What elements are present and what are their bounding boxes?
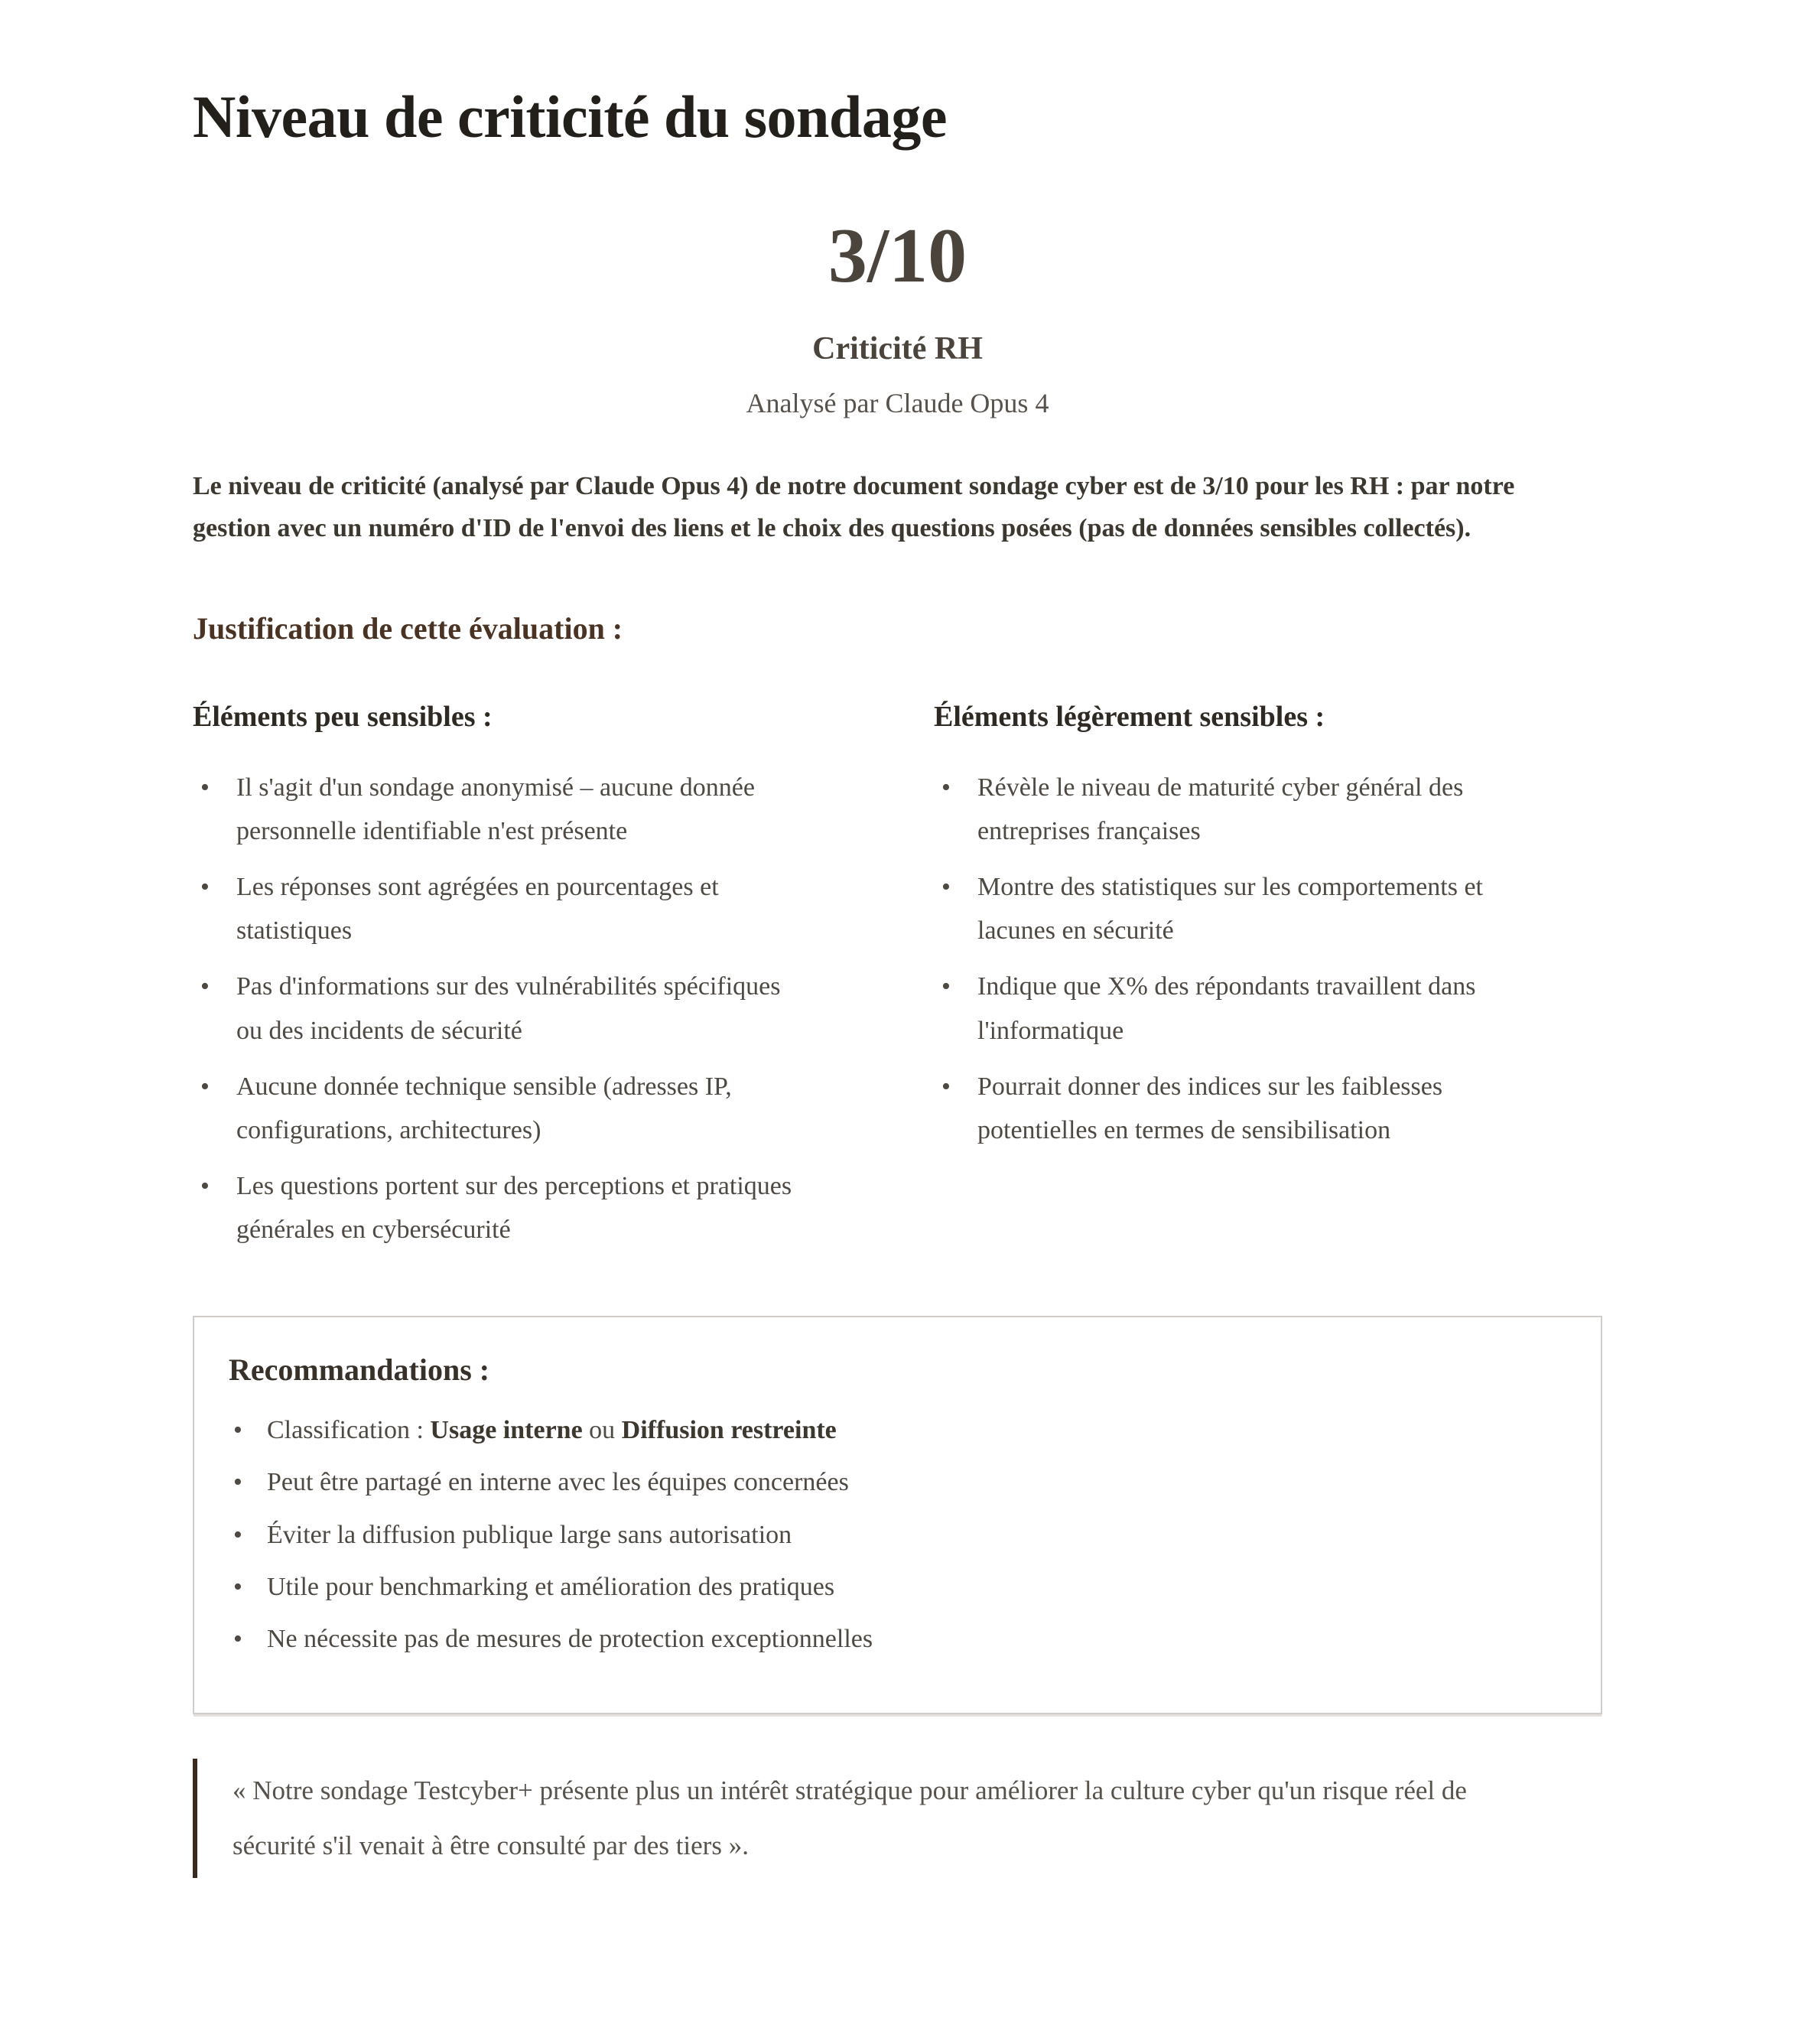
list-item: • Éviter la diffusion publique large sans autorisation — [229, 1518, 1566, 1552]
list-item: • Il s'agit d'un sondage anonymisé – aucune donnée personnelle identifiable n'est présente — [193, 766, 805, 853]
list-item: • Révèle le niveau de maturité cyber général des entreprises françaises — [934, 766, 1546, 853]
classification-separator: ou — [582, 1416, 622, 1445]
list-item: • Ne nécessite pas de mesures de protection exceptionnelles — [229, 1623, 1566, 1656]
column-low-sensitivity-list — [193, 766, 805, 1251]
classification-prefix: Classification : — [267, 1416, 431, 1445]
list-item: • Montre des statistiques sur les comportements et lacunes en sécurité — [934, 865, 1546, 952]
column-slight-sensitivity-heading: Éléments légèrement sensibles : — [934, 701, 1325, 734]
analyzed-by-caption: Analysé par Claude Opus 4 — [746, 387, 1049, 418]
list-item: • Aucune donnée technique sensible (adresses IP, configurations, architectures) — [193, 1065, 805, 1152]
list-item: • Les questions portent sur des perceptions et pratiques générales en cybersécurité — [193, 1164, 805, 1251]
column-low-sensitivity — [193, 700, 861, 1264]
list-item: • Les réponses sont agrégées en pourcentages et statistiques — [193, 865, 805, 952]
list-item-classification — [229, 1414, 1566, 1447]
column-slight-sensitivity — [934, 700, 1602, 1164]
classification-usage-interne: Usage interne — [430, 1416, 583, 1445]
column-low-sensitivity-heading: Éléments peu sensibles : — [193, 701, 493, 734]
score-value: 3/10 — [828, 212, 967, 299]
justification-heading: Justification de cette évaluation : — [193, 611, 623, 646]
list-item: • Pourrait donner des indices sur les faiblesses potentielles en termes de sensibilisation — [934, 1065, 1546, 1152]
classification-diffusion-restreinte: Diffusion restreinte — [621, 1416, 837, 1445]
page-title: Niveau de criticité du sondage — [193, 83, 947, 150]
list-item: • Pas d'informations sur des vulnérabilités spécifiques ou des incidents de sécurité — [193, 965, 805, 1052]
justification-columns — [193, 700, 1602, 1264]
list-item: • Peut être partagé en interne avec les équipes concernées — [229, 1466, 1566, 1499]
list-item: • Utile pour benchmarking et amélioration des pratiques — [229, 1570, 1566, 1604]
recommendations-list — [229, 1414, 1566, 1656]
recommendations-box — [193, 1316, 1602, 1714]
summary-paragraph: Le niveau de criticité (analysé par Claude Opus 4) de notre document sondage cyber est de 3/10 pour les RH : par notre gestion avec un numéro d'ID de l'envoi des liens et le choix des questions posées (pas de données sensibles collectés). — [193, 471, 1515, 542]
document-page — [0, 83, 1795, 1878]
quote-text: « Notre sondage Testcyber+ présente plus un intérêt stratégique pour améliorer la culture cyber qu'un risque réel de sécurité s'il venait à être consulté par des tiers ». — [233, 1775, 1467, 1860]
score-section — [193, 212, 1602, 419]
score-label: Criticité RH — [812, 330, 983, 366]
recommendations-heading: Recommandations : — [229, 1352, 490, 1388]
list-item: • Indique que X% des répondants travaillent dans l'informatique — [934, 965, 1546, 1052]
column-slight-sensitivity-list — [934, 766, 1546, 1152]
quote-block — [193, 1759, 1602, 1878]
